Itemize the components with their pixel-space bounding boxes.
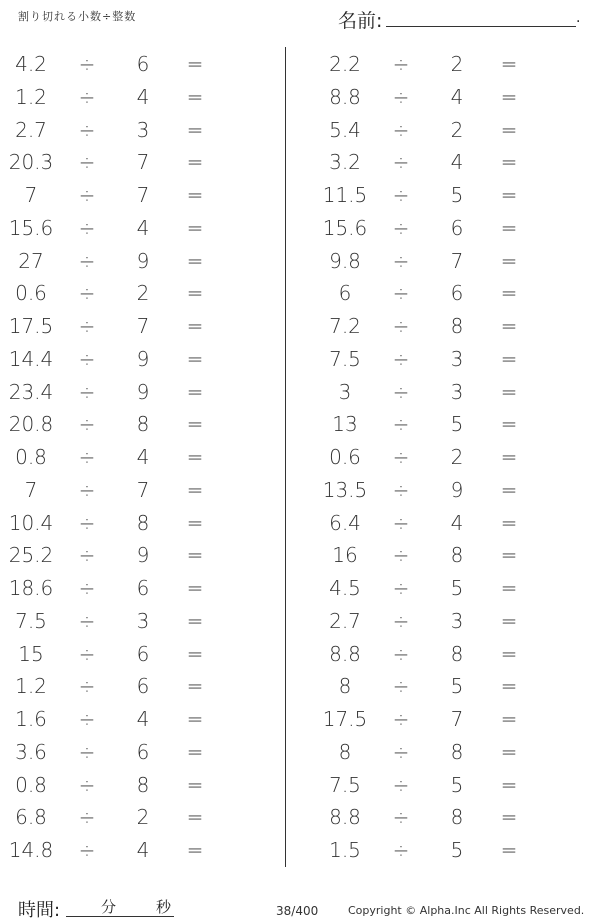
division-sign: ÷ <box>392 314 410 338</box>
divisor: 2 <box>136 805 150 830</box>
divisor: 9 <box>136 543 150 568</box>
division-sign: ÷ <box>392 117 410 142</box>
problem-row <box>314 605 600 638</box>
divisor: 6 <box>136 641 150 666</box>
dividend: 8.8 <box>329 805 361 830</box>
equals-sign: = <box>186 445 204 469</box>
minutes-label: 分 <box>101 898 117 916</box>
dividend: 20.3 <box>8 150 54 175</box>
problem-row <box>314 81 600 114</box>
problem-row <box>314 539 600 572</box>
dividend: 9.8 <box>329 248 361 273</box>
divisor: 8 <box>450 314 464 338</box>
problem-row <box>314 703 600 736</box>
dividend: 7.5 <box>329 772 361 797</box>
division-sign: ÷ <box>78 477 96 502</box>
dividend: 23.4 <box>8 379 54 404</box>
divisor: 4 <box>450 150 464 175</box>
equals-sign: = <box>186 608 204 633</box>
dividend: 4.5 <box>329 576 361 600</box>
divisor: 6 <box>136 576 150 600</box>
equals-sign: = <box>500 52 518 76</box>
equals-sign: = <box>500 838 518 862</box>
problem-row <box>314 638 600 671</box>
division-sign: ÷ <box>78 379 96 404</box>
dividend: 2.2 <box>329 52 361 76</box>
divisor: 3 <box>450 608 464 633</box>
divisor: 4 <box>450 510 464 535</box>
dividend: 7.5 <box>15 608 47 633</box>
equals-sign: = <box>186 215 204 240</box>
problem-row <box>314 801 600 834</box>
divisor: 9 <box>136 248 150 273</box>
equals-sign: = <box>500 641 518 666</box>
divisor: 8 <box>136 412 150 437</box>
divisor: 9 <box>136 346 150 371</box>
equals-sign: = <box>500 674 518 699</box>
dividend: 2.7 <box>329 608 361 633</box>
dividend: 15 <box>18 641 44 666</box>
divisor: 2 <box>450 52 464 76</box>
divisor: 3 <box>136 608 150 633</box>
problem-row <box>0 801 290 834</box>
left-problem-column <box>0 48 290 867</box>
dividend: 6.8 <box>15 805 47 830</box>
division-sign: ÷ <box>78 838 96 862</box>
division-sign: ÷ <box>392 510 410 535</box>
equals-sign: = <box>186 52 204 76</box>
problem-row <box>314 212 600 245</box>
division-sign: ÷ <box>392 281 410 306</box>
division-sign: ÷ <box>78 314 96 338</box>
equals-sign: = <box>500 84 518 109</box>
division-sign: ÷ <box>78 641 96 666</box>
seconds-label: 秒 <box>156 898 172 916</box>
equals-sign: = <box>500 215 518 240</box>
division-sign: ÷ <box>78 772 96 797</box>
dividend: 0.6 <box>329 445 361 469</box>
dividend: 0.8 <box>15 772 47 797</box>
divisor: 7 <box>136 183 150 207</box>
dividend: 13.5 <box>322 477 368 502</box>
dividend: 18.6 <box>8 576 54 600</box>
divisor: 3 <box>136 117 150 142</box>
problem-row <box>0 638 290 671</box>
division-sign: ÷ <box>392 445 410 469</box>
problem-row <box>0 605 290 638</box>
equals-sign: = <box>186 543 204 568</box>
divisor: 2 <box>450 117 464 142</box>
equals-sign: = <box>500 707 518 731</box>
worksheet-footer <box>0 896 600 922</box>
equals-sign: = <box>500 477 518 502</box>
equals-sign: = <box>500 183 518 207</box>
dividend: 17.5 <box>8 314 54 338</box>
dividend: 8.8 <box>329 641 361 666</box>
division-sign: ÷ <box>392 379 410 404</box>
problem-row <box>0 703 290 736</box>
equals-sign: = <box>186 772 204 797</box>
divisor: 4 <box>450 84 464 109</box>
name-label: 名前: <box>338 10 383 32</box>
equals-sign: = <box>500 576 518 600</box>
problem-row <box>0 441 290 474</box>
dividend: 25.2 <box>8 543 54 568</box>
divisor: 5 <box>450 576 464 600</box>
division-sign: ÷ <box>392 641 410 666</box>
dividend: 8 <box>338 739 352 764</box>
division-sign: ÷ <box>392 543 410 568</box>
division-sign: ÷ <box>78 674 96 699</box>
division-sign: ÷ <box>392 805 410 830</box>
dividend: 14.8 <box>8 838 54 862</box>
divisor: 9 <box>136 379 150 404</box>
problem-row <box>0 81 290 114</box>
divisor: 4 <box>136 707 150 731</box>
division-sign: ÷ <box>78 281 96 306</box>
equals-sign: = <box>500 150 518 175</box>
equals-sign: = <box>186 346 204 371</box>
division-sign: ÷ <box>78 215 96 240</box>
division-sign: ÷ <box>392 150 410 175</box>
dividend: 10.4 <box>8 510 54 535</box>
equals-sign: = <box>186 84 204 109</box>
equals-sign: = <box>186 838 204 862</box>
problem-row <box>314 376 600 409</box>
problem-row <box>314 114 600 147</box>
equals-sign: = <box>186 477 204 502</box>
problem-row <box>0 343 290 376</box>
divisor: 8 <box>450 641 464 666</box>
divisor: 5 <box>450 838 464 862</box>
dividend: 8 <box>338 674 352 699</box>
division-sign: ÷ <box>78 510 96 535</box>
problem-row <box>0 670 290 703</box>
equals-sign: = <box>500 379 518 404</box>
dividend: 15.6 <box>322 215 368 240</box>
problem-row <box>0 736 290 769</box>
divisor: 5 <box>450 412 464 437</box>
dividend: 1.6 <box>15 707 47 731</box>
divisor: 7 <box>450 248 464 273</box>
divisor: 5 <box>450 674 464 699</box>
division-sign: ÷ <box>78 150 96 175</box>
dividend: 7 <box>24 477 38 502</box>
equals-sign: = <box>500 543 518 568</box>
equals-sign: = <box>500 314 518 338</box>
division-sign: ÷ <box>78 412 96 437</box>
dividend: 6.4 <box>329 510 361 535</box>
divisor: 7 <box>136 314 150 338</box>
equals-sign: = <box>186 576 204 600</box>
division-sign: ÷ <box>392 346 410 371</box>
division-sign: ÷ <box>78 445 96 469</box>
divisor: 6 <box>450 215 464 240</box>
problem-row <box>0 310 290 343</box>
problem-row <box>0 212 290 245</box>
problem-row <box>0 277 290 310</box>
problem-row <box>314 48 600 81</box>
division-sign: ÷ <box>392 248 410 273</box>
division-sign: ÷ <box>78 576 96 600</box>
dividend: 4.2 <box>15 52 47 76</box>
equals-sign: = <box>500 608 518 633</box>
equals-sign: = <box>500 346 518 371</box>
divisor: 5 <box>450 772 464 797</box>
division-sign: ÷ <box>392 183 410 207</box>
dividend: 7.5 <box>329 346 361 371</box>
dividend: 8.8 <box>329 84 361 109</box>
divisor: 2 <box>136 281 150 306</box>
problem-row <box>0 572 290 605</box>
equals-sign: = <box>500 772 518 797</box>
equals-sign: = <box>500 248 518 273</box>
equals-sign: = <box>186 707 204 731</box>
problem-row <box>0 769 290 802</box>
name-field-dot: . <box>576 10 581 26</box>
dividend: 13 <box>332 412 358 437</box>
division-sign: ÷ <box>78 52 96 76</box>
divisor: 4 <box>136 445 150 469</box>
problem-row <box>314 245 600 278</box>
divisor: 3 <box>450 379 464 404</box>
dividend: 20.8 <box>8 412 54 437</box>
right-problem-column <box>314 48 600 867</box>
name-field-line <box>386 26 576 27</box>
division-sign: ÷ <box>78 84 96 109</box>
dividend: 7 <box>24 183 38 207</box>
divisor: 4 <box>136 215 150 240</box>
problem-row <box>314 441 600 474</box>
divisor: 8 <box>136 772 150 797</box>
dividend: 1.5 <box>329 838 361 862</box>
division-sign: ÷ <box>392 838 410 862</box>
dividend: 3.2 <box>329 150 361 175</box>
equals-sign: = <box>186 412 204 437</box>
dividend: 1.2 <box>15 84 47 109</box>
dividend: 1.2 <box>15 674 47 699</box>
dividend: 17.5 <box>322 707 368 731</box>
problem-row <box>314 572 600 605</box>
equals-sign: = <box>186 674 204 699</box>
problem-row <box>314 736 600 769</box>
divisor: 7 <box>450 707 464 731</box>
worksheet-title: 割り切れる小数÷整数 <box>18 10 137 23</box>
equals-sign: = <box>500 117 518 142</box>
division-sign: ÷ <box>392 215 410 240</box>
divisor: 5 <box>450 183 464 207</box>
equals-sign: = <box>500 510 518 535</box>
divisor: 8 <box>450 739 464 764</box>
division-sign: ÷ <box>78 183 96 207</box>
equals-sign: = <box>186 739 204 764</box>
problem-row <box>314 310 600 343</box>
divisor: 6 <box>136 674 150 699</box>
dividend: 7.2 <box>329 314 361 338</box>
divisor: 2 <box>450 445 464 469</box>
divisor: 3 <box>450 346 464 371</box>
problem-row <box>314 834 600 867</box>
equals-sign: = <box>186 510 204 535</box>
dividend: 14.4 <box>8 346 54 371</box>
dividend: 15.6 <box>8 215 54 240</box>
problem-row <box>314 343 600 376</box>
problem-row <box>0 539 290 572</box>
problem-row <box>314 146 600 179</box>
division-sign: ÷ <box>78 805 96 830</box>
problem-row <box>0 179 290 212</box>
equals-sign: = <box>186 150 204 175</box>
division-sign: ÷ <box>392 739 410 764</box>
problem-row <box>314 277 600 310</box>
division-sign: ÷ <box>392 674 410 699</box>
division-sign: ÷ <box>392 84 410 109</box>
equals-sign: = <box>186 117 204 142</box>
equals-sign: = <box>186 641 204 666</box>
problem-row <box>0 507 290 540</box>
page-number: 38/400 <box>276 904 319 918</box>
divisor: 8 <box>450 805 464 830</box>
problem-row <box>314 474 600 507</box>
division-sign: ÷ <box>78 543 96 568</box>
dividend: 11.5 <box>322 183 368 207</box>
copyright-notice: Copyright © Alpha.Inc All Rights Reserved. <box>348 904 585 917</box>
divisor: 8 <box>136 510 150 535</box>
problem-row <box>314 408 600 441</box>
equals-sign: = <box>186 314 204 338</box>
division-sign: ÷ <box>392 772 410 797</box>
division-sign: ÷ <box>392 707 410 731</box>
division-sign: ÷ <box>392 608 410 633</box>
division-sign: ÷ <box>392 412 410 437</box>
dividend: 3 <box>338 379 352 404</box>
equals-sign: = <box>186 805 204 830</box>
division-sign: ÷ <box>392 52 410 76</box>
equals-sign: = <box>186 183 204 207</box>
divisor: 4 <box>136 838 150 862</box>
dividend: 0.6 <box>15 281 47 306</box>
division-sign: ÷ <box>78 707 96 731</box>
problem-row <box>314 769 600 802</box>
division-sign: ÷ <box>78 739 96 764</box>
division-sign: ÷ <box>78 117 96 142</box>
time-label: 時間: <box>18 900 61 921</box>
divisor: 6 <box>136 739 150 764</box>
divisor: 6 <box>136 52 150 76</box>
problem-row <box>0 834 290 867</box>
dividend: 6 <box>338 281 352 306</box>
division-sign: ÷ <box>78 608 96 633</box>
dividend: 2.7 <box>15 117 47 142</box>
equals-sign: = <box>186 248 204 273</box>
divisor: 4 <box>136 84 150 109</box>
division-sign: ÷ <box>78 248 96 273</box>
equals-sign: = <box>186 379 204 404</box>
problem-row <box>0 408 290 441</box>
problem-row <box>0 114 290 147</box>
problem-row <box>0 48 290 81</box>
dividend: 27 <box>18 248 44 273</box>
division-sign: ÷ <box>392 576 410 600</box>
problem-row <box>0 245 290 278</box>
divisor: 8 <box>450 543 464 568</box>
problem-row <box>314 670 600 703</box>
dividend: 5.4 <box>329 117 361 142</box>
dividend: 16 <box>332 543 358 568</box>
division-sign: ÷ <box>392 477 410 502</box>
problem-row <box>0 376 290 409</box>
divisor: 7 <box>136 150 150 175</box>
problem-row <box>314 179 600 212</box>
dividend: 0.8 <box>15 445 47 469</box>
equals-sign: = <box>500 412 518 437</box>
divisor: 6 <box>450 281 464 306</box>
dividend: 3.6 <box>15 739 47 764</box>
equals-sign: = <box>500 445 518 469</box>
problem-row <box>314 507 600 540</box>
problem-row <box>0 474 290 507</box>
equals-sign: = <box>186 281 204 306</box>
equals-sign: = <box>500 805 518 830</box>
equals-sign: = <box>500 281 518 306</box>
divisor: 7 <box>136 477 150 502</box>
problem-row <box>0 146 290 179</box>
divisor: 9 <box>450 477 464 502</box>
equals-sign: = <box>500 739 518 764</box>
division-sign: ÷ <box>78 346 96 371</box>
